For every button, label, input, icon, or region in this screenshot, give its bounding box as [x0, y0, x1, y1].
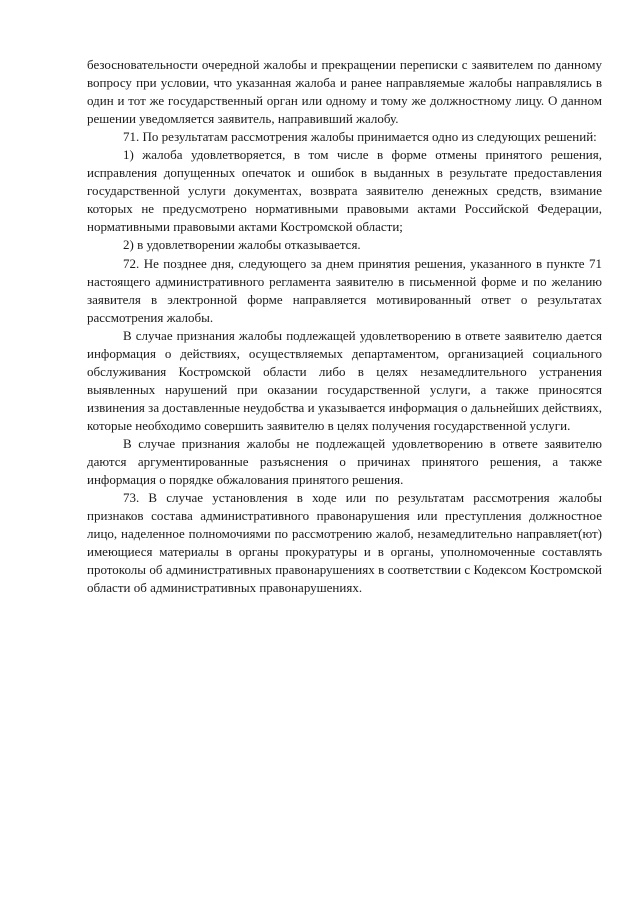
paragraph-72-not-satisfied: В случае признания жалобы не подлежащей удовлетворению в ответе заявителю даются аргументированные разъяснения о причинах принятого решения, а также информация о порядке обжалования принятого решения. [87, 435, 602, 488]
paragraph-72-satisfied: В случае признания жалобы подлежащей удовлетворению в ответе заявителю дается информация о действиях, осуществляемых департаментом, организацией социального обслуживания Костромской области либо в целях незамедлительного устранения выявленных нарушений при оказании государственной услуги, а также приносятся извинения за доставленные неудобства и указывается информация о дальнейших действиях, которые необходимо совершить заявителю в целях получения государственной услуги. [87, 327, 602, 433]
paragraph-71-item-2: 2) в удовлетворении жалобы отказывается. [123, 237, 361, 253]
paragraph-71: 71. По результатам рассмотрения жалобы принимается одно из следующих решений: [123, 129, 597, 145]
paragraph-continuation: безосновательности очередной жалобы и прекращении переписки с заявителем по данному вопросу при условии, что указанная жалоба и ранее направляемые жалобы направлялись в один и тот же государственный орган или одному и тому же должностному лицу. О данном решении уведомляется заявитель, направивший жалобу. [87, 57, 602, 127]
paragraph-73: 73. В случае установления в ходе или по результатам рассмотрения жалобы признаков состава административного правонарушения или преступления должностное лицо, наделенное полномочиями по рассмотрению жалоб, незамедлительно направляет(ют) имеющиеся материалы в органы прокуратуры и в органы, уполномоченные составлять протоколы об административных правонарушениях в соответствии с Кодексом Костромской области об административных правонарушениях. [87, 490, 602, 596]
paragraph-71-item-1: 1) жалоба удовлетворяется, в том числе в форме отмены принятого решения, исправления допущенных опечаток и ошибок в выданных в результате предоставления государственной услуги документах, возврата заявителю денежных средств, взимание которых не предусмотрено нормативными правовыми актами Российской Федерации, нормативными правовыми актами Костромской области; [87, 147, 602, 235]
paragraph-72: 72. Не позднее дня, следующего за днем принятия решения, указанного в пункте 71 настоящего административного регламента заявителю в письменной форме и по желанию заявителя в электронной форме направляется мотивированный ответ о результатах рассмотрения жалобы. [87, 255, 602, 325]
document-page [87, 56, 602, 597]
